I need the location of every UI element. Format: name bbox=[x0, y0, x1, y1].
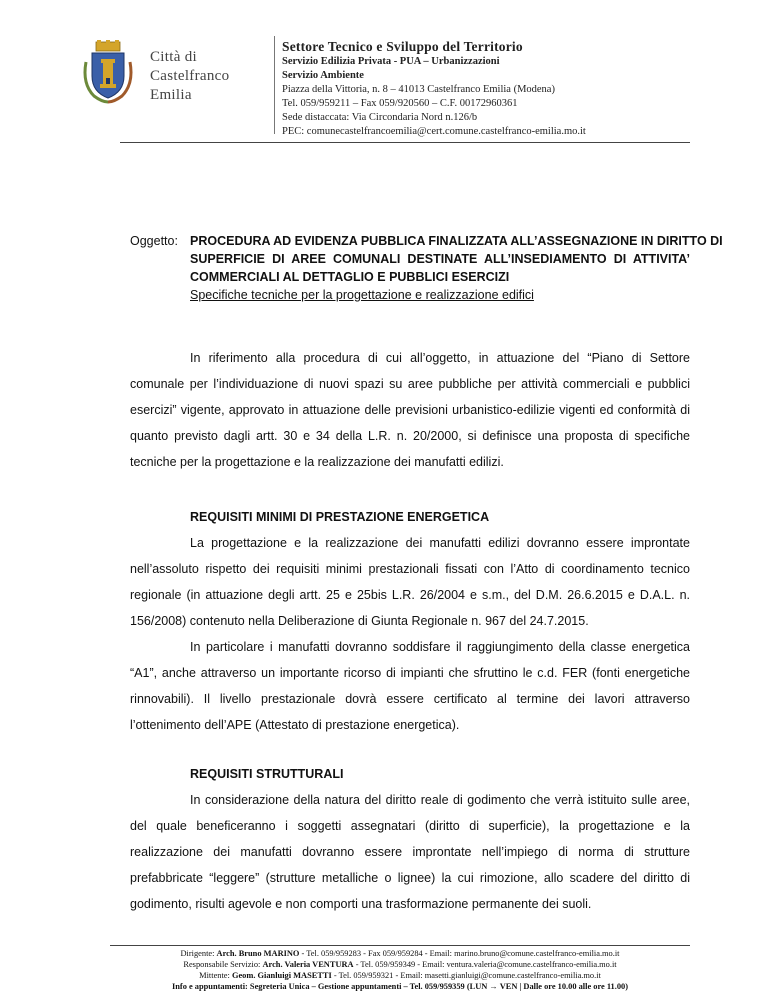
footer-line-2-name: Arch. Valeria VENTURA bbox=[262, 960, 354, 969]
subject-spec: Specifiche tecniche per la progettazione e realizzazione edifici bbox=[190, 288, 534, 302]
subject-label: Oggetto: bbox=[130, 234, 178, 248]
city-line-1: Città di bbox=[150, 49, 197, 65]
subject-line-1: PROCEDURA AD EVIDENZA PUBBLICA FINALIZZATA ALL’ASSEGNAZIONE IN DIRITTO DI bbox=[190, 234, 723, 248]
energy-paragraph-1: La progettazione e la realizzazione dei manufatti edilizi dovranno essere improntate nell’assoluto rispetto dei requisiti minimi prestazionali fissati con l’Atto di coordinamento tecnico regionale (in attuazione degli artt. 25 e 25bis L.R. 26/2004 e s.m., del D.M. 26.6.2015 e D.A.L. n. 156/2008) contenuto nella Deliberazione di Giunta Regionale n. 967 del 24.7.2015. bbox=[130, 536, 690, 628]
header-divider bbox=[274, 36, 275, 134]
address-line: Piazza della Vittoria, n. 8 – 41013 Castelfranco Emilia (Modena) bbox=[282, 84, 555, 95]
city-name bbox=[150, 48, 229, 105]
footer-line-2-rest: - Tel. 059/959349 - Email: ventura.valeria@comune.castelfranco-emilia.mo.it bbox=[353, 960, 617, 969]
footer-line-1-rest: - Tel. 059/959283 - Fax 059/959284 - Email: marino.bruno@comune.castelfranco-emilia.mo.it bbox=[299, 949, 620, 958]
coat-of-arms-icon bbox=[80, 40, 136, 104]
heading-structural: REQUISITI STRUTTURALI bbox=[190, 767, 344, 781]
energy-paragraph-2: In particolare i manufatti dovranno soddisfare il raggiungimento della classe energetica “A1”, anche attraverso un importante ricorso di impianti che sfruttino le c.d. FER (fonti energetiche rinnovabili). Il livello prestazionale dovrà essere certificato al termine dei lavori attraverso l’ottenimento dell’APE (Attestato di prestazione energetica). bbox=[130, 640, 690, 732]
footer-line-4-text: Info e appuntamenti: Segreteria Unica – Gestione appuntamenti – Tel. 059/959359 (LUN → VEN | Dalle ore 10.00 alle ore 11.00) bbox=[171, 982, 629, 991]
office-title: Settore Tecnico e Sviluppo del Territorio bbox=[282, 39, 523, 54]
office-block bbox=[282, 38, 586, 139]
footer-line-3-name: Geom. Gianluigi MASETTI bbox=[231, 971, 332, 980]
city-line-3: Emilia bbox=[150, 87, 192, 103]
footer-line-2-label: Responsabile Servizio: bbox=[183, 960, 263, 969]
footer-line-1-label: Dirigente: bbox=[180, 949, 217, 958]
city-line-2: Castelfranco bbox=[150, 68, 230, 84]
phone-line: Tel. 059/959211 – Fax 059/920560 – C.F. 00172960361 bbox=[282, 98, 518, 109]
footer-line-2 bbox=[100, 959, 700, 970]
service-1: Servizio Edilizia Privata - PUA – Urbanizzazioni bbox=[282, 56, 500, 67]
footer-rule bbox=[110, 945, 690, 946]
intro-paragraph: In riferimento alla procedura di cui all’oggetto, in attuazione del “Piano di Settore comunale per l’individuazione di nuovi spazi su aree pubbliche per attività commerciali e pubblici esercizi” vigente, approvato in attuazione delle previsioni urbanistico-edilizie vigenti ed conformità di quanto previsto dagli artt. 30 e 34 della L.R. n. 20/2000, si definisce una proposta di specifiche tecniche per la progettazione e la realizzazione dei manufatti edilizi. bbox=[130, 351, 690, 469]
service-2: Servizio Ambiente bbox=[282, 70, 364, 81]
footer bbox=[100, 948, 700, 992]
subject-line-3: COMMERCIALI AL DETTAGLIO E PUBBLICI ESERCIZI bbox=[190, 270, 510, 284]
structural-paragraph: In considerazione della natura del diritto reale di godimento che verrà istituito sulle aree, del quale beneficeranno i soggetti assegnatari (diritto di superficie), la progettazione e la realizzazione dei manufatti dovranno essere improntate nell’impiego di norma di strutture prefabbricate “leggere” (strutture metalliche o lignee) la cui rimozione, allo scadere del diritto di godimento, risulti agevole e non comporti una trasformazione permanente dei suoli. bbox=[130, 793, 690, 911]
footer-line-3 bbox=[100, 970, 700, 981]
subject-text bbox=[190, 232, 723, 286]
footer-line-4 bbox=[100, 981, 700, 992]
heading-energy: REQUISITI MINIMI DI PRESTAZIONE ENERGETICA bbox=[190, 510, 490, 524]
subject-line-2: SUPERFICIE DI AREE COMUNALI DESTINATE ALL’INSEDIAMENTO DI ATTIVITA’ bbox=[190, 252, 690, 266]
footer-line-3-label: Mittente: bbox=[199, 971, 232, 980]
pec-line: PEC: comunecastelfrancoemilia@cert.comune.castelfranco-emilia.mo.it bbox=[282, 126, 586, 137]
footer-line-3-rest: - Tel. 059/959321 - Email: masetti.gianluigi@comune.castelfranco-emilia.mo.it bbox=[331, 971, 601, 980]
footer-line-1-name: Arch. Bruno MARINO bbox=[216, 949, 300, 958]
footer-line-1 bbox=[100, 948, 700, 959]
header-rule bbox=[120, 142, 690, 143]
branch-line: Sede distaccata: Via Circondaria Nord n.126/b bbox=[282, 112, 478, 123]
